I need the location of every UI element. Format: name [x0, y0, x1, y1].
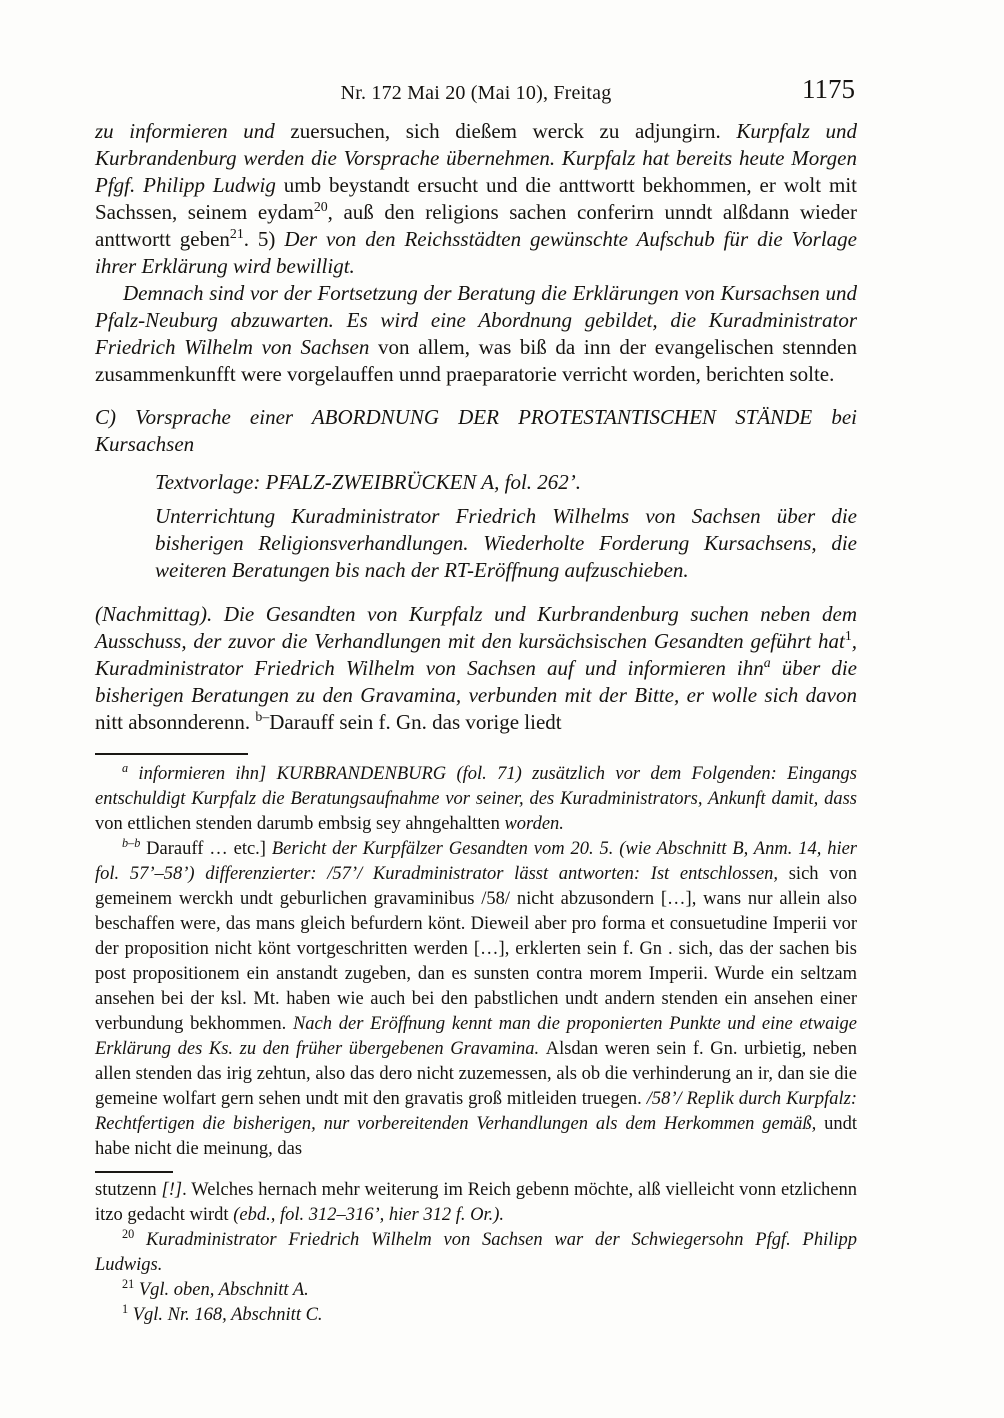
footnote-marker-1: 1	[844, 628, 852, 643]
apparatus-note-b-marker: b–b	[122, 835, 141, 850]
textvorlage-line	[155, 469, 857, 496]
text-run: [!]	[161, 1180, 183, 1200]
running-head	[95, 74, 857, 112]
text-run: . 5)	[243, 227, 285, 251]
text-run: C) Vorsprache einer ABORDNUNG DER PROTESTANTISCHEN STÄNDE bei Kursachsen	[95, 405, 857, 456]
page-number: 1175	[802, 74, 855, 104]
text-run: informieren ihn] KURBRANDENBURG (fol. 71) zusätzlich vor dem Folgenden: Eingangs entschuldigt Kurpfalz die Beratungsaufnahme vor seiner, des Kuradministrators, Ankunft damit, dass	[95, 764, 857, 809]
footnote-20-marker: 20	[122, 1226, 135, 1241]
text-run: umb beystandt ersucht und die anttwortt bekhommen, er wolt mit Sachssen, seinem eydam	[95, 173, 857, 224]
text-run: Der von den Reichsstädten gewünschte Aufschub für die Vorlage ihrer Erklärung wird bewilligt.	[95, 227, 857, 278]
footnote-21-marker: 21	[122, 1276, 135, 1291]
main-text	[95, 118, 857, 736]
text-run: Nach der Eröffnung kennt man die proponierten Punkte und eine etwaige Erklärung des Ks. zu den früher übergebenen Gravamina.	[95, 1014, 857, 1059]
text-run: Bericht der Kurpfälzer Gesandten vom 20. 5. (wie Abschnitt B, Anm. 14, hier fol. 57’–58’) differenzierter: /57’/ Kuradministrator lässt antworten: Ist entschlossen,	[95, 839, 858, 884]
text-run: (ebd., fol. 312–316’, hier 312 f. Or.).	[233, 1205, 505, 1225]
text-run: von allem, was biß da inn der evangelischen stennden zusammenkunfft were vorgelauffen unnd praeparatorie verricht worden, berichten solte.	[95, 335, 857, 386]
paragraph-resolution	[95, 280, 857, 388]
text-run: Darauff sein f. Gn. das vorige liedt	[269, 710, 562, 734]
apparatus-note-a-marker: a	[122, 760, 129, 775]
footnote-1	[95, 1303, 857, 1328]
running-head-title: Nr. 172 Mai 20 (Mai 10), Freitag	[340, 82, 612, 104]
text-run: sich von gemeinem werckh undt geburlichen gravaminibus /58/ nicht abzusondern […], wans nur allein also beschaffen were, das mans gleich befurdern könt. Dieweil aber pro forma et consuetudine Imperii vor der proposition nicht könt vortgeschritten werden […], erklerten sein f. Gn . sich, das der sachen bis post propositionem ein anstandt zugeben, dan es sunsten contra morem Imperii. Wurde ein seltzam ansehen bei der ksl. Mt. haben wie auch bei den pabstlichen undt andern stenden ein ansehen einer verbundung bekhommen.	[95, 864, 857, 1034]
section-heading-c	[95, 404, 857, 458]
text-run: undt habe nicht die meinung, das	[95, 1114, 857, 1159]
text-run: Demnach sind vor der Fortsetzung der Beratung die Erklärungen von Kursachsen und Pfalz-Neuburg abzuwarten. Es wird eine Abordnung gebildet, die Kuradministrator Friedrich Wilhelm von Sachsen	[95, 281, 857, 359]
footnote-20	[95, 1228, 857, 1278]
text-run: zuersuchen, sich dießem werck zu adjungirn.	[290, 119, 737, 143]
text-run: Vgl. Nr. 168, Abschnitt C.	[128, 1305, 323, 1325]
apparatus-note-b-continuation	[95, 1178, 857, 1228]
paragraph-afternoon-session	[95, 601, 857, 736]
footnote-marker-20: 20	[313, 199, 328, 214]
footnote-marker-21: 21	[229, 226, 244, 241]
footnote-separator-rule	[95, 753, 248, 755]
text-run: Kurpfalz und Kurbrandenburg werden die Vorsprache übernehmen. Kurpfalz hat bereits heute Morgen Pfgf. Philipp Ludwig	[95, 119, 857, 197]
text-run: Vgl. oben, Abschnitt A.	[134, 1280, 309, 1300]
text-run: . Welches hernach mehr weiterung im Reich gebenn möchte, alß vielleicht vonn etzlichenn itzo gedacht wirdt	[95, 1180, 857, 1225]
text-run: stutzenn	[95, 1180, 162, 1200]
text-run: (Nachmittag). Die Gesandten von Kurpfalz und Kurbrandenburg suchen neben dem Ausschuss, der zuvor die Verhandlungen mit den kursächsischen Gesandten geführt hat	[95, 602, 857, 653]
text-run: , Kuradministrator Friedrich Wilhelm von Sachsen auf und informieren ihn	[95, 629, 857, 680]
text-run: von ettlichen stenden darumb embsig sey ahngehaltten	[95, 814, 505, 834]
footnote-1-marker: 1	[122, 1301, 129, 1316]
text-run: worden.	[504, 814, 564, 834]
text-run: Textvorlage: PFALZ-ZWEIBRÜCKEN A, fol. 262’.	[155, 470, 582, 494]
text-run: Unterrichtung Kuradministrator Friedrich Wilhelms von Sachsen über die bisherigen Religionsverhandlungen. Wiederholte Forderung Kursachsens, die weiteren Beratungen bis nach der RT-Eröffnung aufzuschieben.	[155, 504, 857, 582]
paragraph-session-continuation	[95, 118, 857, 280]
apparatus-marker-a: a	[763, 655, 771, 670]
apparatus-marker-b: b–	[255, 709, 270, 724]
text-run: zu informieren und	[95, 119, 291, 143]
text-run: Kuradministrator Friedrich Wilhelm von Sachsen war der Schwiegersohn Pfgf. Philipp Ludwigs.	[95, 1230, 857, 1275]
text-run: nitt absonnderenn.	[95, 710, 256, 734]
apparatus-note-b	[95, 837, 857, 1162]
footnote-continuation-rule	[95, 1171, 173, 1173]
section-summary	[155, 503, 857, 584]
footnote-block	[95, 762, 857, 1328]
apparatus-note-a	[95, 762, 857, 837]
text-block	[95, 74, 858, 1328]
text-run: /58’/ Replik durch Kurpfalz: Rechtfertigen die bisherigen, nur vorbereitenden Verhandlungen als dem Herkommen gemäß,	[95, 1089, 857, 1134]
text-run: Darauff … etc.]	[140, 839, 272, 859]
text-run: Alsdan weren sein f. Gn. urbietig, neben allen stenden das irig zehtun, also das dero nicht zuzemessen, als ob die verhinderung an ir, dan sie die gemeine wolfart gern sehen undt mit den gravatis groß mitleiden truegen.	[95, 1039, 857, 1109]
text-run: , auß den religions sachen conferirn unndt alßdann wieder anttwortt geben	[95, 200, 858, 251]
text-run: über die bisherigen Beratungen zu den Gravamina, verbunden mit der Bitte, er wolle sich davon	[95, 656, 857, 707]
footnote-21	[95, 1278, 857, 1303]
